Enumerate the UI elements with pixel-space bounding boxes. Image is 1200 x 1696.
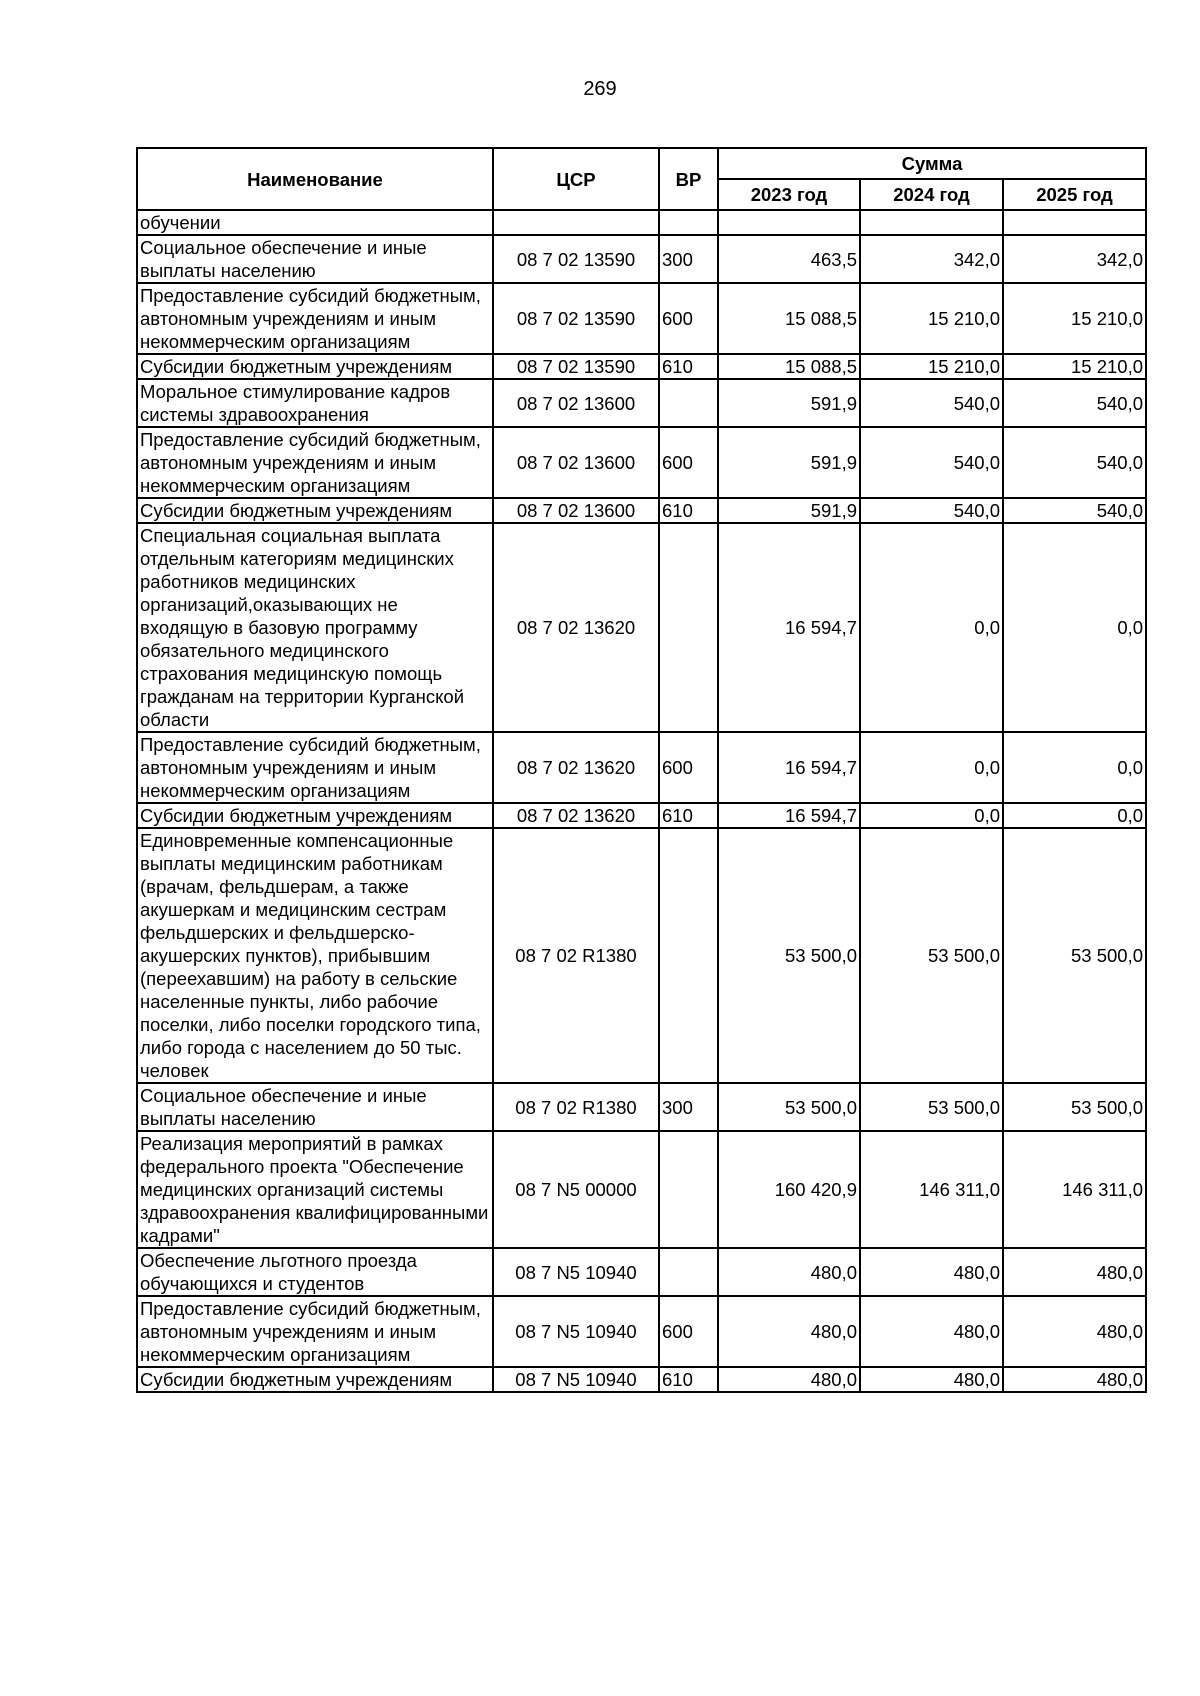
row-amount-2025: 540,0 [1003, 498, 1146, 523]
table-row [137, 427, 1146, 498]
row-name: Предоставление субсидий бюджетным, автономным учреждениям и иным некоммерческим организациям [137, 283, 493, 354]
row-name: Социальное обеспечение и иные выплаты населению [137, 235, 493, 283]
row-name: Реализация мероприятий в рамках федерального проекта "Обеспечение медицинских организаций системы здравоохранения квалифицированными кадрами" [137, 1131, 493, 1248]
row-amount-2024: 480,0 [860, 1296, 1003, 1367]
table-row [137, 354, 1146, 379]
row-name: Субсидии бюджетным учреждениям [137, 803, 493, 828]
table-row [137, 498, 1146, 523]
row-vr: 300 [659, 1083, 718, 1131]
table-row [137, 1083, 1146, 1131]
row-amount-2023: 16 594,7 [718, 732, 860, 803]
header-name: Наименование [137, 148, 493, 210]
row-csr: 08 7 N5 10940 [493, 1367, 659, 1392]
row-amount-2023: 480,0 [718, 1367, 860, 1392]
row-amount-2024: 0,0 [860, 523, 1003, 732]
row-name: Субсидии бюджетным учреждениям [137, 498, 493, 523]
row-amount-2023: 53 500,0 [718, 828, 860, 1083]
row-amount-2025: 540,0 [1003, 379, 1146, 427]
row-name: Предоставление субсидий бюджетным, автономным учреждениям и иным некоммерческим организациям [137, 732, 493, 803]
row-vr: 600 [659, 427, 718, 498]
table-header [137, 148, 1146, 210]
header-year-2024: 2024 год [860, 179, 1003, 210]
row-vr [659, 379, 718, 427]
table-row [137, 732, 1146, 803]
row-csr: 08 7 02 13600 [493, 498, 659, 523]
header-year-2023: 2023 год [718, 179, 860, 210]
row-amount-2024: 53 500,0 [860, 828, 1003, 1083]
row-name: Субсидии бюджетным учреждениям [137, 354, 493, 379]
page-number: 269 [583, 78, 617, 100]
table-row [137, 1248, 1146, 1296]
row-amount-2024: 53 500,0 [860, 1083, 1003, 1131]
row-csr: 08 7 02 13590 [493, 354, 659, 379]
row-csr: 08 7 02 R1380 [493, 828, 659, 1083]
row-vr [659, 210, 718, 235]
row-csr: 08 7 N5 00000 [493, 1131, 659, 1248]
row-amount-2024: 480,0 [860, 1248, 1003, 1296]
row-csr: 08 7 N5 10940 [493, 1296, 659, 1367]
row-vr: 610 [659, 354, 718, 379]
row-csr: 08 7 02 13590 [493, 283, 659, 354]
row-amount-2023: 16 594,7 [718, 803, 860, 828]
row-amount-2024: 0,0 [860, 803, 1003, 828]
row-name: Единовременные компенсационные выплаты медицинским работникам (врачам, фельдшерам, а также акушеркам и медицинским сестрам фельдшерских и фельдшерско-акушерских пунктов), прибывшим (переехавшим) на работу в сельские населенные пункты, либо рабочие поселки, либо поселки городского типа, либо города с населением до 50 тыс. человек [137, 828, 493, 1083]
row-csr: 08 7 02 13620 [493, 803, 659, 828]
table-row [137, 1131, 1146, 1248]
table-row [137, 1367, 1146, 1392]
table-row [137, 235, 1146, 283]
row-csr: 08 7 02 13590 [493, 235, 659, 283]
row-amount-2025: 15 210,0 [1003, 283, 1146, 354]
row-vr: 610 [659, 803, 718, 828]
table-row [137, 283, 1146, 354]
row-vr: 600 [659, 283, 718, 354]
row-name: Обеспечение льготного проезда обучающихся и студентов [137, 1248, 493, 1296]
row-vr [659, 1131, 718, 1248]
row-name: Моральное стимулирование кадров системы здравоохранения [137, 379, 493, 427]
row-vr: 610 [659, 1367, 718, 1392]
row-amount-2025: 0,0 [1003, 803, 1146, 828]
row-amount-2025: 53 500,0 [1003, 828, 1146, 1083]
row-amount-2024: 15 210,0 [860, 354, 1003, 379]
row-amount-2023: 591,9 [718, 498, 860, 523]
row-vr [659, 828, 718, 1083]
budget-table [136, 147, 1147, 1393]
header-year-2025: 2025 год [1003, 179, 1146, 210]
row-amount-2025: 0,0 [1003, 523, 1146, 732]
row-name: обучении [137, 210, 493, 235]
row-csr: 08 7 02 13620 [493, 523, 659, 732]
row-name: Предоставление субсидий бюджетным, автономным учреждениям и иным некоммерческим организациям [137, 427, 493, 498]
row-amount-2025: 540,0 [1003, 427, 1146, 498]
row-vr [659, 1248, 718, 1296]
row-csr [493, 210, 659, 235]
row-csr: 08 7 02 13600 [493, 427, 659, 498]
row-amount-2024: 540,0 [860, 427, 1003, 498]
row-csr: 08 7 N5 10940 [493, 1248, 659, 1296]
row-amount-2025: 15 210,0 [1003, 354, 1146, 379]
row-vr: 600 [659, 1296, 718, 1367]
row-name: Субсидии бюджетным учреждениям [137, 1367, 493, 1392]
row-amount-2025: 480,0 [1003, 1367, 1146, 1392]
row-vr: 300 [659, 235, 718, 283]
row-amount-2024: 15 210,0 [860, 283, 1003, 354]
header-vr: ВР [659, 148, 718, 210]
row-amount-2024: 342,0 [860, 235, 1003, 283]
row-amount-2024: 146 311,0 [860, 1131, 1003, 1248]
header-sum: Сумма [718, 148, 1146, 179]
row-amount-2023: 480,0 [718, 1248, 860, 1296]
row-amount-2023: 53 500,0 [718, 1083, 860, 1131]
row-vr: 610 [659, 498, 718, 523]
table-row [137, 523, 1146, 732]
row-amount-2024: 540,0 [860, 498, 1003, 523]
row-amount-2023: 591,9 [718, 427, 860, 498]
row-amount-2024: 480,0 [860, 1367, 1003, 1392]
table-row [137, 1296, 1146, 1367]
row-amount-2024: 540,0 [860, 379, 1003, 427]
row-amount-2023: 463,5 [718, 235, 860, 283]
table-row [137, 803, 1146, 828]
row-amount-2024: 0,0 [860, 732, 1003, 803]
row-amount-2023: 15 088,5 [718, 283, 860, 354]
row-amount-2025 [1003, 210, 1146, 235]
row-amount-2025: 146 311,0 [1003, 1131, 1146, 1248]
table-row [137, 379, 1146, 427]
row-amount-2024 [860, 210, 1003, 235]
row-amount-2023: 160 420,9 [718, 1131, 860, 1248]
row-amount-2023: 15 088,5 [718, 354, 860, 379]
row-amount-2025: 480,0 [1003, 1296, 1146, 1367]
header-csr: ЦСР [493, 148, 659, 210]
row-csr: 08 7 02 13600 [493, 379, 659, 427]
row-name: Социальное обеспечение и иные выплаты населению [137, 1083, 493, 1131]
row-vr [659, 523, 718, 732]
row-amount-2025: 342,0 [1003, 235, 1146, 283]
row-csr: 08 7 02 R1380 [493, 1083, 659, 1131]
row-name: Предоставление субсидий бюджетным, автономным учреждениям и иным некоммерческим организациям [137, 1296, 493, 1367]
table-row [137, 828, 1146, 1083]
row-amount-2025: 0,0 [1003, 732, 1146, 803]
row-amount-2025: 53 500,0 [1003, 1083, 1146, 1131]
row-vr: 600 [659, 732, 718, 803]
row-csr: 08 7 02 13620 [493, 732, 659, 803]
row-amount-2023: 591,9 [718, 379, 860, 427]
row-amount-2023 [718, 210, 860, 235]
table-row [137, 210, 1146, 235]
row-amount-2023: 480,0 [718, 1296, 860, 1367]
table-body [137, 210, 1146, 1392]
row-amount-2023: 16 594,7 [718, 523, 860, 732]
row-amount-2025: 480,0 [1003, 1248, 1146, 1296]
row-name: Специальная социальная выплата отдельным категориям медицинских работников медицинских организаций,оказывающих не входящую в базовую программу обязательного медицинского страхования медицинскую помощь гражданам на территории Курганской области [137, 523, 493, 732]
